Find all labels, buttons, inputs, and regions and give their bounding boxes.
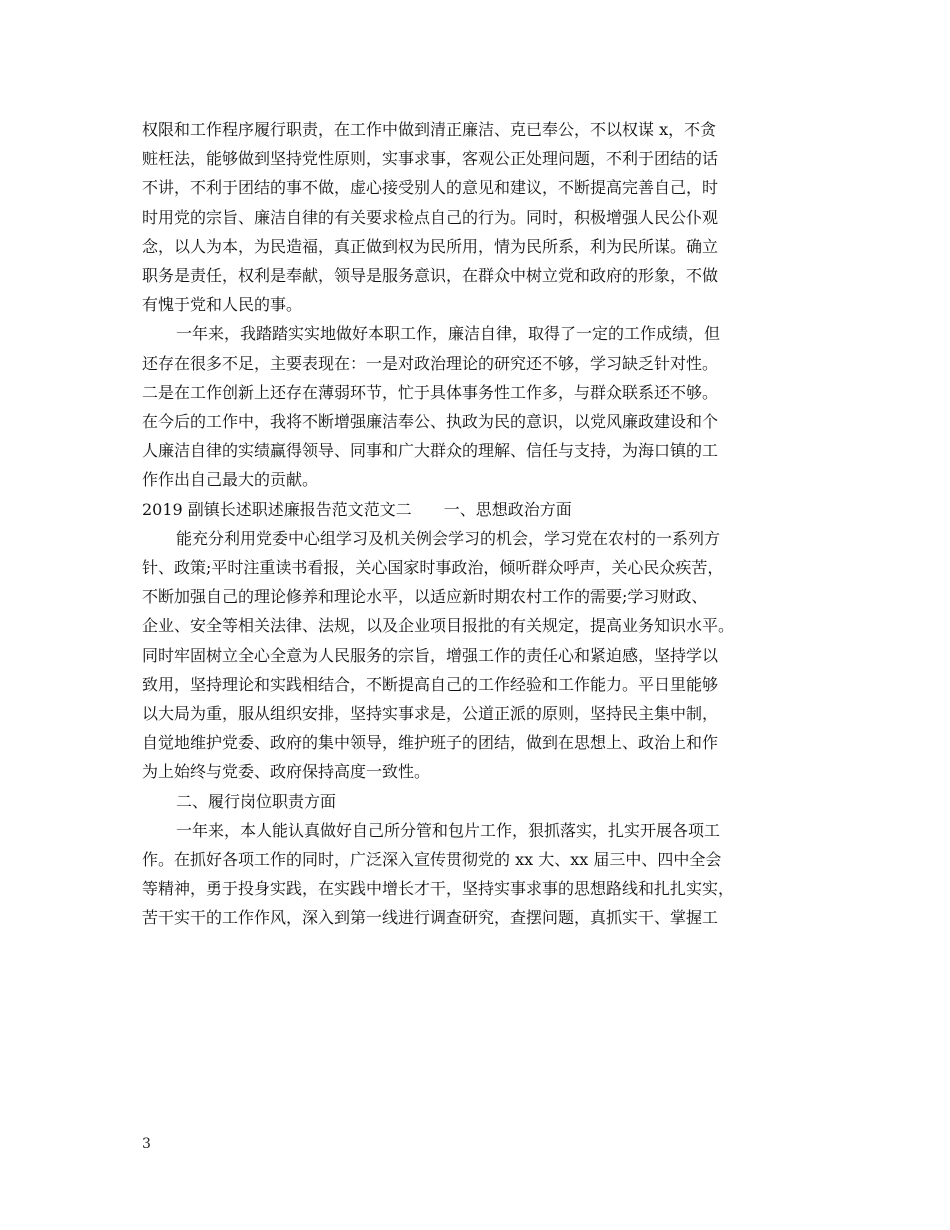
text-line: 不讲，不利于团结的事不做，虚心接受别人的意见和建议，不断提高完善自己，时 — [142, 178, 719, 198]
section-heading-line: 2019 副镇长述职述廉报告范文范文二 一、思想政治方面 — [142, 499, 572, 519]
document-body — [142, 115, 812, 933]
text-line: 苦干实干的工作作风，深入到第一线进行调查研究，查摆问题，真抓实干、掌握工 — [142, 908, 719, 928]
text-line: 有愧于党和人民的事。 — [142, 295, 303, 315]
text-line: 在今后的工作中，我将不断增强廉洁奉公、执政为民的意识，以党风廉政建设和个 — [142, 412, 719, 432]
text-line: 还存在很多不足，主要表现在：一是对政治理论的研究还不够，学习缺乏针对性。 — [142, 353, 719, 373]
text-line: 以大局为重，服从组织安排，坚持实事求是，公道正派的原则，坚持民主集中制， — [142, 704, 719, 724]
text-line: 时用党的宗旨、廉洁自律的有关要求检点自己的行为。同时，积极增强人民公仆观 — [142, 207, 719, 227]
text-line: 职务是责任，权利是奉献，领导是服务意识，在群众中树立党和政府的形象，不做 — [142, 266, 719, 286]
text-line: 人廉洁自律的实绩赢得领导、同事和广大群众的理解、信任与支持，为海口镇的工 — [142, 441, 719, 461]
text-line: 针、政策;平时注重读书看报，关心国家时事政治，倾听群众呼声，关心民众疾苦， — [142, 558, 724, 578]
text-line: 赃枉法，能够做到坚持党性原则，实事求事，客观公正处理问题，不利于团结的话 — [142, 149, 719, 169]
text-line: 致用，坚持理论和实践相结合，不断提高自己的工作经验和工作能力。平日里能够 — [142, 674, 719, 694]
text-line: 二是在工作创新上还存在薄弱环节，忙于具体事务性工作多，与群众联系还不够。 — [142, 382, 719, 402]
page-number: 3 — [142, 1136, 151, 1152]
paragraph-start-line: 一年来，本人能认真做好自己所分管和包片工作，狠抓落实，扎实开展各项工 — [176, 820, 721, 840]
paragraph-start-line: 能充分利用党委中心组学习及机关例会学习的机会，学习党在农村的一系列方 — [176, 528, 721, 548]
text-line: 同时牢固树立全心全意为人民服务的宗旨，增强工作的责任心和紧迫感，坚持学以 — [142, 645, 719, 665]
text-line: 作。在抓好各项工作的同时，广泛深入宣传贯彻党的 xx 大、xx 届三中、四中全会 — [142, 850, 722, 870]
paragraph-start-line: 一年来，我踏踏实实地做好本职工作，廉洁自律，取得了一定的工作成绩，但 — [176, 324, 721, 344]
text-line: 作作出自己最大的贡献。 — [142, 470, 319, 490]
text-line: 不断加强自己的理论修养和理论水平，以适应新时期农村工作的需要;学习财政、 — [142, 587, 708, 607]
text-line: 等精神，勇于投身实践，在实践中增长才干，坚持实事求事的思想路线和扎扎实实， — [142, 879, 735, 899]
text-line: 自觉地维护党委、政府的集中领导，维护班子的团结，做到在思想上、政治上和作 — [142, 733, 719, 753]
text-line: 企业、安全等相关法律、法规，以及企业项目报批的有关规定，提高业务知识水平。 — [142, 616, 735, 636]
subheading-line: 二、履行岗位职责方面 — [176, 791, 337, 811]
text-line: 为上始终与党委、政府保持高度一致性。 — [142, 762, 431, 782]
text-line: 念，以人为本，为民造福，真正做到权为民所用，情为民所系，利为民所谋。确立 — [142, 236, 719, 256]
text-line: 权限和工作程序履行职责，在工作中做到清正廉洁、克已奉公，不以权谋 x，不贪 — [142, 120, 717, 139]
